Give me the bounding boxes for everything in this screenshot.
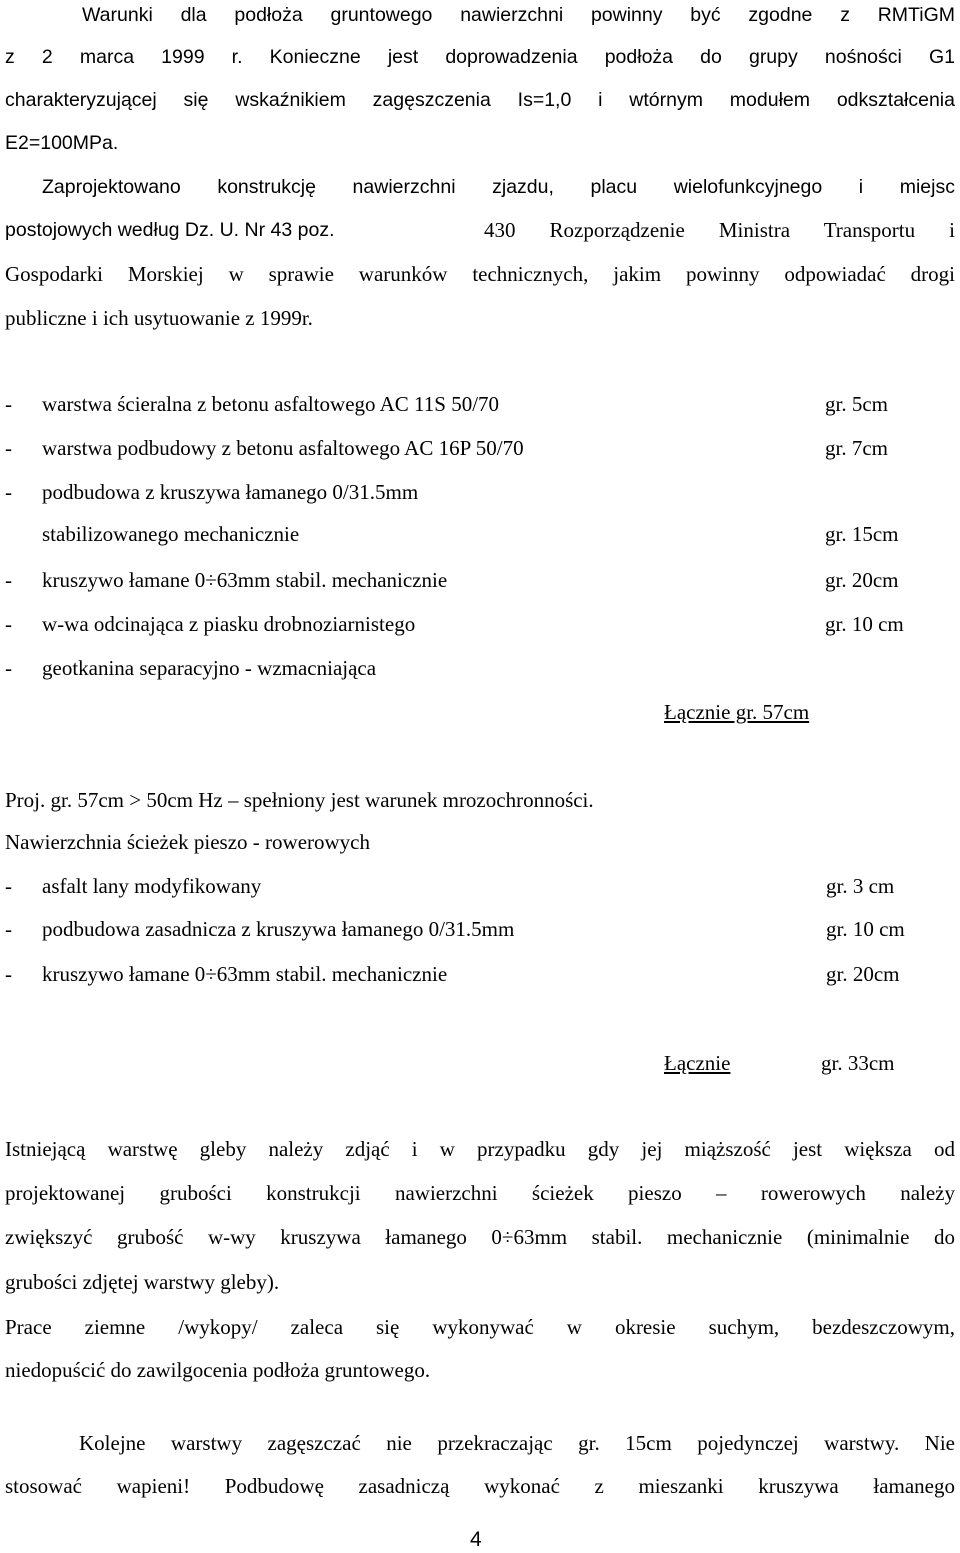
paragraph1-line-2: z 2 marca 1999 r. Konieczne jest doprowadzenia podłoża do grupy nośności G1: [5, 46, 955, 68]
road-layer-3: [5, 480, 955, 506]
paragraph2-line-2a: postojowych według Dz. U. Nr 43 poz.: [5, 219, 335, 241]
layer-name: podbudowa zasadnicza z kruszywa łamanego 0/31.5mm: [42, 917, 515, 941]
paragraph1-line-1: Warunki dla podłoża gruntowego nawierzchni powinny być zgodne z RMTiGM: [82, 4, 955, 26]
road-layer-1: [5, 392, 955, 418]
layer-name: warstwa ścieralna z betonu asfaltowego AC 11S 50/70: [42, 392, 500, 416]
paths-total-label: Łącznie: [664, 1051, 731, 1075]
paragraph2-line-3: Gospodarki Morskiej w sprawie warunków technicznych, jakim powinny odpowiadać drogi: [5, 262, 955, 286]
paragraph3-line-3: zwiększyć grubość w-wy kruszywa łamanego 0÷63mm stabil. mechanicznie (minimalnie do: [5, 1225, 955, 1249]
list-dash: -: [5, 568, 12, 592]
layer-thickness: gr. 5cm: [825, 392, 888, 416]
paragraph3-line-1: Istniejącą warstwę gleby należy zdjąć i w przypadku gdy jej miąższość jest większa od: [5, 1137, 955, 1161]
paragraph2-line-2b: 430 Rozporządzenie Ministra Transportu i: [484, 218, 955, 242]
layer-thickness: gr. 3 cm: [826, 874, 895, 898]
paragraph4-line-2: niedopuścić do zawilgocenia podłoża gruntowego.: [5, 1358, 431, 1382]
list-dash: -: [5, 874, 12, 898]
list-dash: -: [5, 917, 12, 941]
layer-name: kruszywo łamane 0÷63mm stabil. mechanicznie: [42, 568, 448, 592]
road-layer-5: [5, 612, 955, 638]
layer-thickness: gr. 10 cm: [825, 612, 904, 636]
paths-heading: Nawierzchnia ścieżek pieszo - rowerowych: [5, 830, 370, 854]
road-layer-2: [5, 436, 955, 462]
list-dash: -: [5, 962, 12, 986]
page-number: 4: [470, 1528, 482, 1551]
layer-name: asfalt lany modyfikowany: [42, 874, 262, 898]
layer-thickness: gr. 20cm: [826, 962, 900, 986]
list-dash: -: [5, 392, 12, 416]
layer-thickness: gr. 10 cm: [826, 917, 905, 941]
layer-name: w-wa odcinająca z piasku drobnoziarnistego: [42, 612, 416, 636]
path-layer-3: [5, 962, 955, 988]
layer-name: warstwa podbudowy z betonu asfaltowego AC 16P 50/70: [42, 436, 524, 460]
list-dash: -: [5, 480, 12, 504]
layer-thickness: gr. 15cm: [825, 522, 899, 546]
layer-name: stabilizowanego mechanicznie: [42, 522, 300, 546]
layer-thickness: gr. 7cm: [825, 436, 888, 460]
road-layer-6: [5, 656, 955, 682]
path-layer-2: [5, 917, 955, 943]
list-dash: -: [5, 656, 12, 680]
paragraph5-line-1: Kolejne warstwy zagęszczać nie przekraczając gr. 15cm pojedynczej warstwy. Nie: [79, 1431, 955, 1455]
paragraph3-line-4: grubości zdjętej warstwy gleby).: [5, 1270, 280, 1294]
layer-thickness: gr. 20cm: [825, 568, 899, 592]
layer-name: geotkanina separacyjno - wzmacniająca: [42, 656, 377, 680]
paragraph3-line-2: projektowanej grubości konstrukcji nawierzchni ścieżek pieszo – rowerowych należy: [5, 1181, 955, 1205]
list-dash: -: [5, 436, 12, 460]
paths-total: [664, 1051, 911, 1076]
road-layer-3-continued: [5, 522, 955, 548]
paragraph4-line-1: Prace ziemne /wykopy/ zaleca się wykonywać w okresie suchym, bezdeszczowym,: [5, 1315, 955, 1339]
paragraph2-line-1: Zaprojektowano konstrukcję nawierzchni zjazdu, placu wielofunkcyjnego i miejsc: [42, 176, 955, 198]
paths-total-value: gr. 33cm: [821, 1051, 895, 1075]
road-layer-4: [5, 568, 955, 594]
paragraph1-line-3: charakteryzującej się wskaźnikiem zagęszczenia Is=1,0 i wtórnym modułem odkształcenia: [5, 89, 955, 111]
layer-name: podbudowa z kruszywa łamanego 0/31.5mm: [42, 480, 419, 504]
frost-check-line: Proj. gr. 57cm > 50cm Hz – spełniony jest warunek mrozochronności.: [5, 788, 594, 812]
list-dash: -: [5, 612, 12, 636]
paragraph2-line-4: publiczne i ich usytuowanie z 1999r.: [5, 306, 313, 330]
paragraph1-line-4: E2=100MPa.: [5, 132, 119, 154]
path-layer-1: [5, 874, 955, 900]
layer-name: kruszywo łamane 0÷63mm stabil. mechanicznie: [42, 962, 448, 986]
paragraph5-line-2: stosować wapieni! Podbudowę zasadniczą wykonać z mieszanki kruszywa łamanego: [5, 1474, 955, 1498]
road-total: Łącznie gr. 57cm: [664, 700, 810, 724]
